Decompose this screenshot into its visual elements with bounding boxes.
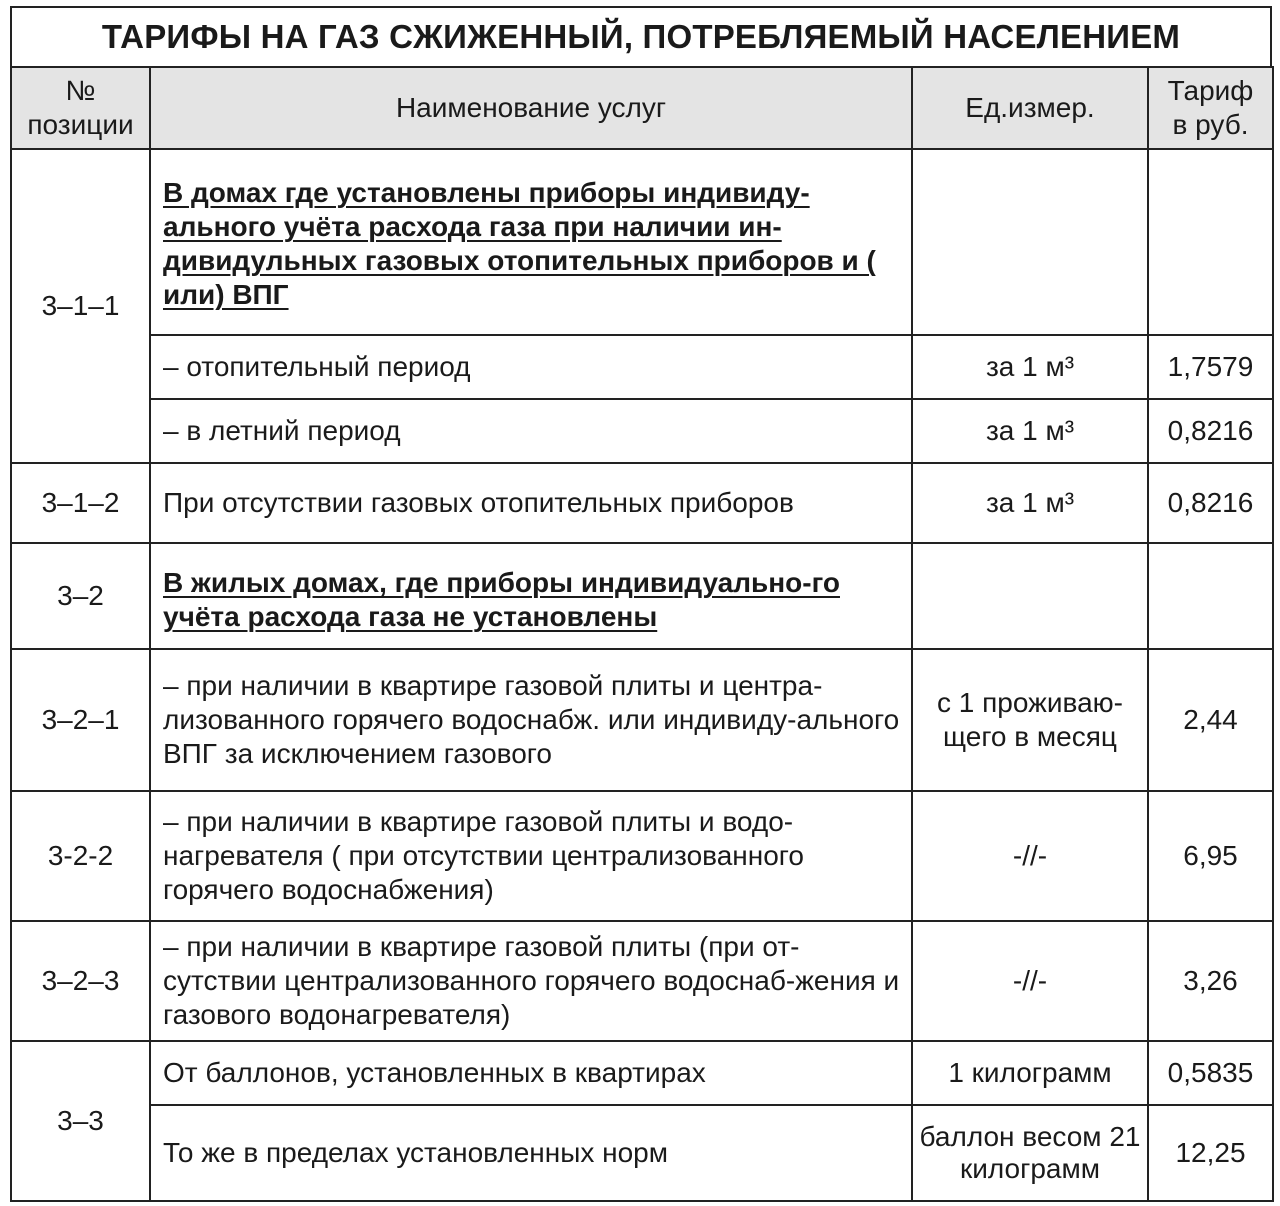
table-row [11,1041,1273,1105]
row-unit: за 1 м³ [912,463,1148,543]
row-tariff: 6,95 [1148,791,1273,921]
row-position: 3–2–3 [11,921,150,1041]
row-position: 3-2-2 [11,791,150,921]
row-tariff: 2,44 [1148,649,1273,791]
header-service-name: Наименование услуг [150,67,912,149]
header-position-line2: позиции [27,109,134,140]
header-unit: Ед.измер. [912,67,1148,149]
row-unit: 1 килограмм [912,1041,1148,1105]
table-header-row [11,67,1273,149]
header-tariff-line1: Тариф [1167,75,1254,106]
header-position-line1: № [65,75,96,106]
table-row [11,335,1273,399]
row-unit: за 1 м³ [912,399,1148,463]
row-section-title: В жилых домах, где приборы индивидуально-го учёта расхода газа не установлены [150,543,912,649]
row-service-name: – при наличии в квартире газовой плиты (при от-сутствии централизованного горячего водоснаб-жения и газового водонагревателя) [150,921,912,1041]
row-tariff: 12,25 [1148,1105,1273,1201]
document-title: ТАРИФЫ НА ГАЗ СЖИЖЕННЫЙ, ПОТРЕБЛЯЕМЫЙ НАСЕЛЕНИЕМ [10,6,1272,66]
row-tariff: 1,7579 [1148,335,1273,399]
row-position: 3–3 [11,1041,150,1201]
row-service-name: – при наличии в квартире газовой плиты и водо-нагревателя ( при отсутствии централизованного горячего водоснабжения) [150,791,912,921]
row-unit: -//- [912,921,1148,1041]
table-row [11,463,1273,543]
row-service-name: – отопительный период [150,335,912,399]
table-row [11,649,1273,791]
header-tariff-line2: в руб. [1172,109,1249,140]
row-position: 3–1–2 [11,463,150,543]
row-tariff [1148,543,1273,649]
row-unit: с 1 проживаю-щего в месяц [912,649,1148,791]
row-service-name: При отсутствии газовых отопительных приборов [150,463,912,543]
row-position: 3–2–1 [11,649,150,791]
tariff-document [10,6,1272,1202]
row-position: 3–2 [11,543,150,649]
row-service-name: От баллонов, установленных в квартирах [150,1041,912,1105]
tariff-table [10,66,1274,1202]
row-service-name: То же в пределах установленных норм [150,1105,912,1201]
row-unit [912,149,1148,335]
table-row [11,543,1273,649]
table-row [11,921,1273,1041]
table-row [11,1105,1273,1201]
row-service-name: – в летний период [150,399,912,463]
row-unit: баллон весом 21 килограмм [912,1105,1148,1201]
table-row [11,399,1273,463]
row-unit [912,543,1148,649]
row-tariff: 3,26 [1148,921,1273,1041]
row-tariff: 0,5835 [1148,1041,1273,1105]
row-service-name: – при наличии в квартире газовой плиты и центра-лизованного горячего водоснабж. или индивиду-ального ВПГ за исключением газового [150,649,912,791]
row-tariff: 0,8216 [1148,463,1273,543]
row-position: 3–1–1 [11,149,150,463]
table-row [11,149,1273,335]
table-row [11,791,1273,921]
header-position [11,67,150,149]
row-unit: за 1 м³ [912,335,1148,399]
row-tariff: 0,8216 [1148,399,1273,463]
header-tariff [1148,67,1273,149]
row-section-title: В домах где установлены приборы индивиду-альнoго учёта расхода газа при наличии ин-дивидульных газовых отопительных приборов и ( или) ВПГ [150,149,912,335]
row-unit: -//- [912,791,1148,921]
row-tariff [1148,149,1273,335]
